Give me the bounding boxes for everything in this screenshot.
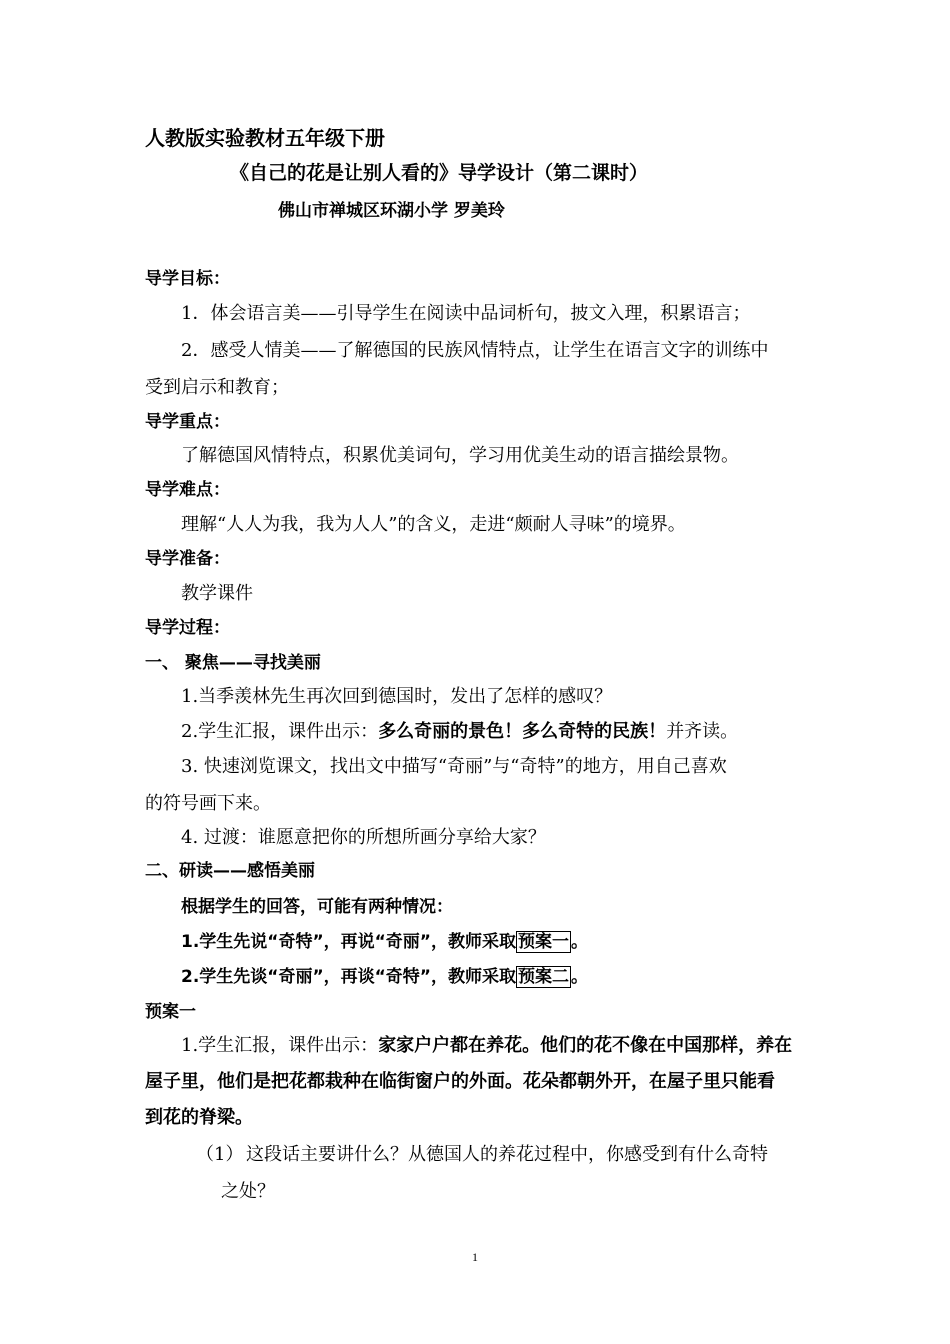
plan-1-item-1-quote: 家家户户都在养花。他们的花不像在中国那样，养在 <box>378 1035 793 1056</box>
plan-1-heading: 预案一 <box>145 1002 196 1022</box>
process-heading: 导学过程： <box>145 618 230 638</box>
focus-heading: 导学重点： <box>145 412 230 432</box>
case-1 <box>181 931 588 953</box>
focus-text: 了解德国风情特点，积累优美词句，学习用优美生动的语言描绘景物。 <box>181 445 739 466</box>
case-2 <box>181 966 588 988</box>
item-2-bold: 多么奇丽的景色！多么奇特的民族！ <box>378 721 667 742</box>
section-1-item-3-cont: 的符号画下来。 <box>145 793 271 814</box>
objective-item-2: 2．感受人情美——了解德国的民族风情特点，让学生在语言文字的训练中 <box>181 340 769 361</box>
section-2-title: 二、研读——感悟美丽 <box>145 861 315 881</box>
textbook-label: 人教版实验教材五年级下册 <box>145 126 385 150</box>
case-1-period: 。 <box>570 932 588 952</box>
question-1-text-cont: 之处？ <box>221 1181 275 1202</box>
item-2-prefix: 2.学生汇报，课件出示： <box>181 721 379 742</box>
objectives-heading: 导学目标： <box>145 269 230 289</box>
author-line: 佛山市禅城区环湖小学 罗美玲 <box>278 201 505 221</box>
preparation-heading: 导学准备： <box>145 549 230 569</box>
section-2-intro: 根据学生的回答，可能有两种情况： <box>181 897 453 917</box>
case-2-link-box[interactable]: 预案二 <box>517 967 569 987</box>
difficulty-heading: 导学难点： <box>145 480 230 500</box>
preparation-text: 教学课件 <box>181 583 253 604</box>
section-1-item-2 <box>181 721 738 743</box>
question-1-text: 这段话主要讲什么？从德国人的养花过程中，你感受到有什么奇特 <box>246 1144 768 1165</box>
section-1-item-1: 1.当季羡林先生再次回到德国时，发出了怎样的感叹？ <box>181 686 613 707</box>
section-1-title: 一、 聚焦——寻找美丽 <box>145 653 321 673</box>
plan-1-item-1 <box>181 1035 792 1057</box>
item-2-suffix: 并齐读。 <box>666 721 739 742</box>
case-2-text: 2.学生先谈“奇丽”，再谈“奇特”，教师采取 <box>181 967 516 987</box>
case-2-period: 。 <box>570 967 588 987</box>
case-1-link-box[interactable]: 预案一 <box>517 932 569 952</box>
page-number: 1 <box>472 1250 478 1264</box>
plan-1-quote-line-3: 到花的脊梁。 <box>145 1107 253 1128</box>
section-1-item-4: 4. 过渡：谁愿意把你的所想所画分享给大家？ <box>181 827 546 848</box>
section-1-item-3: 3. 快速浏览课文，找出文中描写“奇丽”与“奇特”的地方，用自己喜欢 <box>181 756 727 777</box>
case-1-text: 1.学生先说“奇特”，再说“奇丽”，教师采取 <box>181 932 516 952</box>
difficulty-text: 理解“人人为我，我为人人”的含义，走进“颇耐人寻味”的境界。 <box>181 514 686 535</box>
document-title: 《自己的花是让别人看的》导学设计（第二课时） <box>230 162 649 184</box>
question-1-number: （1） <box>196 1144 244 1165</box>
plan-1-item-1-prefix: 1.学生汇报，课件出示： <box>181 1035 379 1056</box>
objective-item-2-cont: 受到启示和教育； <box>145 377 289 398</box>
objective-item-1: 1．体会语言美——引导学生在阅读中品词析句，披文入理，积累语言； <box>181 303 751 324</box>
plan-1-quote-line-2: 屋子里，他们是把花都栽种在临街窗户的外面。花朵都朝外开，在屋子里只能看 <box>145 1071 775 1092</box>
